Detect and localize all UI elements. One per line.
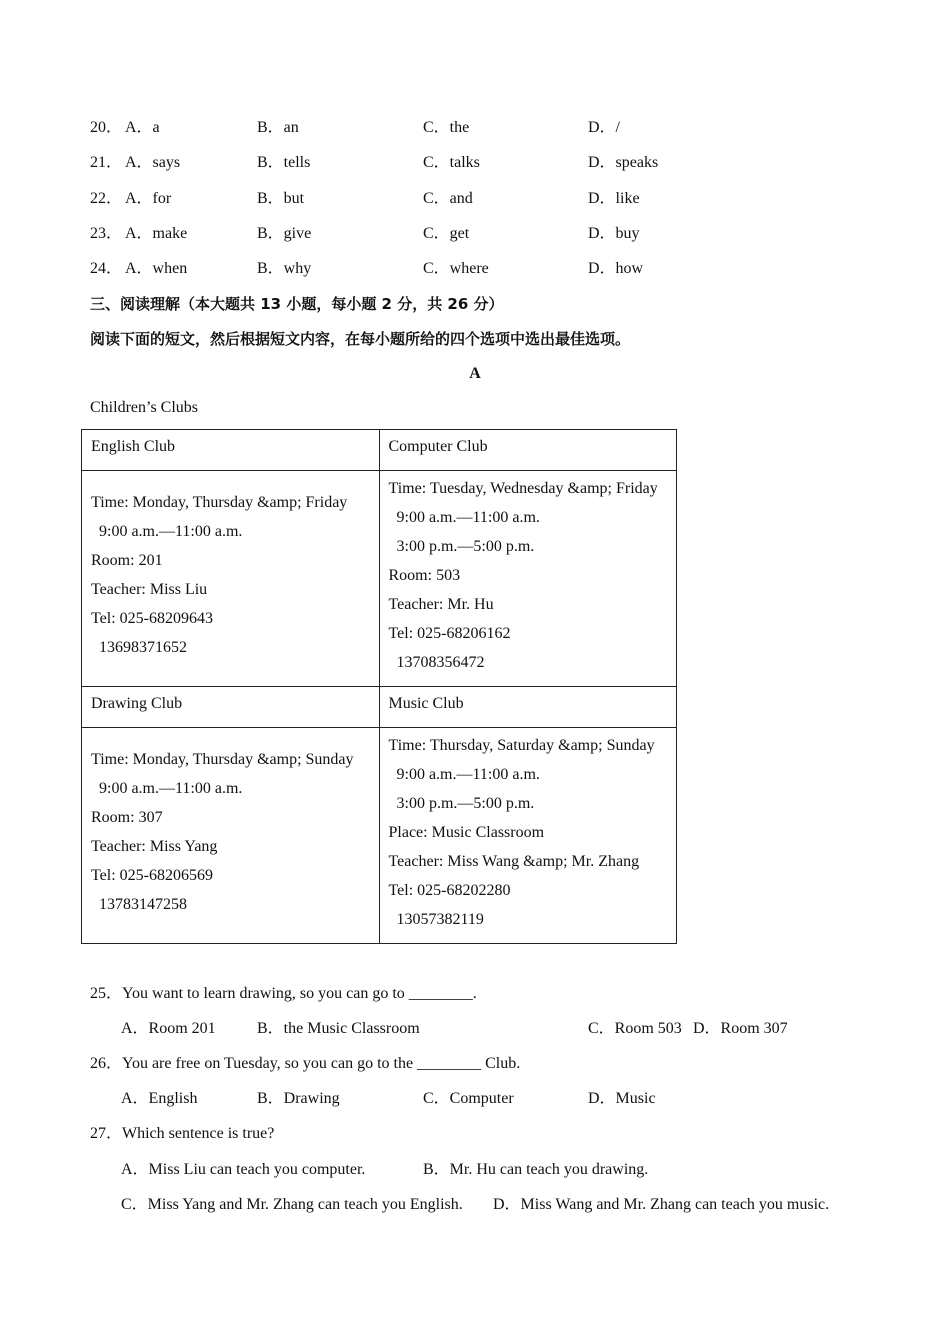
option-a: A．make (125, 225, 188, 242)
question-26-stem: 26．You are free on Tuesday, so you can go to the ________ Club. (90, 1055, 521, 1072)
detail-line: 9:00 a.m.—11:00 a.m. (99, 780, 243, 797)
club-details-drawing (82, 728, 380, 944)
table-row (82, 430, 677, 471)
detail-line: Time: Monday, Thursday &amp; Sunday (91, 751, 354, 768)
detail-line: 9:00 a.m.—11:00 a.m. (396, 766, 540, 783)
table-row (82, 471, 677, 687)
detail-line: 13783147258 (99, 896, 187, 913)
q25-option-d: D．Room 307 (693, 1020, 788, 1037)
club-name-computer: Computer Club (379, 430, 677, 471)
q26-option-c: C．Computer (423, 1090, 514, 1107)
detail-line: Teacher: Miss Liu (91, 581, 208, 598)
club-name-drawing: Drawing Club (82, 687, 380, 728)
q26-option-b: B．Drawing (257, 1090, 340, 1107)
passage-title: Children’s Clubs (90, 399, 199, 416)
detail-line: Time: Thursday, Saturday &amp; Sunday (388, 737, 655, 754)
question-number: 24． (90, 260, 123, 277)
detail-line: 13698371652 (99, 639, 187, 656)
section-instruction: 阅读下面的短文，然后根据短文内容，在每小题所给的四个选项中选出最佳选项。 (90, 330, 631, 348)
question-number: 23． (90, 225, 123, 242)
clubs-table (81, 429, 677, 944)
q27-option-a: A．Miss Liu can teach you computer. (121, 1161, 366, 1178)
detail-line: Room: 201 (91, 552, 163, 569)
option-b: B．tells (257, 154, 311, 171)
detail-line: Room: 307 (91, 809, 163, 826)
club-name-english: English Club (82, 430, 380, 471)
option-d: D．buy (588, 225, 640, 242)
option-c: C．get (423, 225, 470, 242)
club-details-computer (379, 471, 677, 687)
detail-line: Teacher: Miss Yang (91, 838, 218, 855)
detail-line: Tel: 025-68206162 (388, 625, 511, 642)
q25-option-c: C．Room 503 (588, 1020, 682, 1037)
q26-option-a: A．English (121, 1090, 198, 1107)
detail-line: Time: Monday, Thursday &amp; Friday (91, 494, 348, 511)
q25-option-b: B．the Music Classroom (257, 1020, 420, 1037)
option-d: D．like (588, 190, 640, 207)
club-name-music: Music Club (379, 687, 677, 728)
option-d: D．/ (588, 119, 621, 136)
detail-line: Tel: 025-68206569 (91, 867, 213, 884)
option-a: A．for (125, 190, 172, 207)
detail-line: Time: Tuesday, Wednesday &amp; Friday (388, 480, 658, 497)
detail-line: 13708356472 (396, 654, 485, 671)
q25-option-a: A．Room 201 (121, 1020, 216, 1037)
q27-option-d: D．Miss Wang and Mr. Zhang can teach you music. (493, 1196, 830, 1213)
option-c: C．talks (423, 154, 480, 171)
option-c: C．where (423, 260, 489, 277)
detail-line: Room: 503 (388, 567, 461, 584)
detail-line: Teacher: Miss Wang &amp; Mr. Zhang (388, 853, 640, 870)
option-c: C．the (423, 119, 470, 136)
club-details-english (82, 471, 380, 687)
table-row (82, 728, 677, 944)
section-heading: 三、阅读理解（本大题共 13 小题，每小题 2 分，共 26 分） (90, 295, 504, 313)
q27-option-c: C．Miss Yang and Mr. Zhang can teach you English. (121, 1196, 463, 1213)
detail-line: Place: Music Classroom (388, 824, 545, 841)
option-c: C．and (423, 190, 473, 207)
option-b: B．an (257, 119, 299, 136)
question-number: 20． (90, 119, 123, 136)
passage-letter: A (469, 365, 481, 382)
club-details-music (379, 728, 677, 944)
detail-line: 9:00 a.m.—11:00 a.m. (99, 523, 243, 540)
question-number: 21． (90, 154, 123, 171)
option-d: D．how (588, 260, 644, 277)
detail-line: 3:00 p.m.—5:00 p.m. (396, 538, 535, 555)
option-a: A．a (125, 119, 160, 136)
detail-line: Tel: 025-68202280 (388, 882, 511, 899)
table-row (82, 687, 677, 728)
option-b: B．why (257, 260, 312, 277)
question-27-stem: 27．Which sentence is true? (90, 1125, 275, 1142)
option-d: D．speaks (588, 154, 659, 171)
detail-line: 13057382119 (396, 911, 484, 928)
detail-line: Tel: 025-68209643 (91, 610, 213, 627)
question-25-stem: 25．You want to learn drawing, so you can go to ________. (90, 985, 477, 1002)
option-b: B．but (257, 190, 305, 207)
q27-option-b: B．Mr. Hu can teach you drawing. (423, 1161, 649, 1178)
detail-line: 3:00 p.m.—5:00 p.m. (396, 795, 535, 812)
question-number: 22． (90, 190, 123, 207)
q26-option-d: D．Music (588, 1090, 656, 1107)
option-a: A．when (125, 260, 188, 277)
option-b: B．give (257, 225, 312, 242)
detail-line: Teacher: Mr. Hu (388, 596, 494, 613)
option-a: A．says (125, 154, 181, 171)
detail-line: 9:00 a.m.—11:00 a.m. (396, 509, 540, 526)
